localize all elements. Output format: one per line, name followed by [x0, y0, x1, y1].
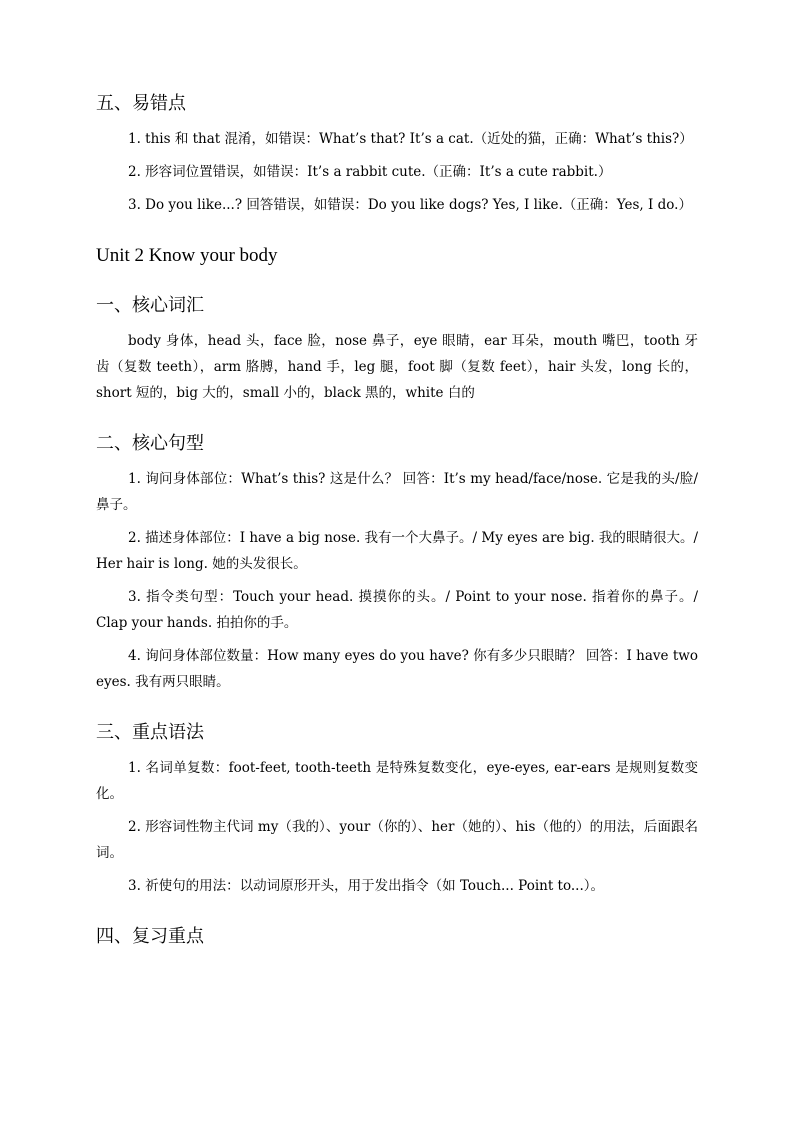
section-heading-mistakes: 五、易错点 [96, 93, 186, 114]
sentence-item-3: 3. 指令类句型：Touch your head. 摸摸你的头。/ Point to your nose. 指着你的鼻子。/ Clap your hands. 拍拍你的手。 [96, 589, 698, 631]
section-heading-vocabulary: 一、核心词汇 [96, 295, 204, 316]
mistake-item-3: 3. Do you like...? 回答错误，如错误：Do you like dogs? Yes, I like.（正确：Yes, I do.） [128, 197, 692, 213]
section-heading-sentences: 二、核心句型 [96, 433, 204, 454]
section-heading-review: 四、复习重点 [96, 926, 204, 947]
section-heading-grammar: 三、重点语法 [96, 722, 204, 743]
document-page [96, 92, 698, 949]
sentence-item-4: 4. 询问身体部位数量：How many eyes do you have? 你有多少只眼睛？ 回答：I have two eyes. 我有两只眼睛。 [96, 648, 698, 690]
grammar-item-1: 1. 名词单复数：foot-feet, tooth-teeth 是特殊复数变化，eye-eyes, ear-ears 是规则复数变化。 [96, 760, 698, 802]
grammar-item-2: 2. 形容词性物主代词 my（我的）、your（你的）、her（她的）、his（他的）的用法，后面跟名词。 [96, 819, 698, 861]
sentence-item-2: 2. 描述身体部位：I have a big nose. 我有一个大鼻子。/ My eyes are big. 我的眼睛很大。/ Her hair is long. 她的头发很长。 [96, 530, 698, 572]
sentence-item-1: 1. 询问身体部位：What’s this? 这是什么？ 回答：It’s my head/face/nose. 它是我的头/脸/鼻子。 [96, 471, 698, 513]
mistake-item-1: 1. this 和 that 混淆，如错误：What’s that? It’s a cat.（近处的猫，正确：What’s this?） [128, 131, 693, 147]
mistake-item-2: 2. 形容词位置错误，如错误：It’s a rabbit cute.（正确：It’s a cute rabbit.） [128, 164, 612, 180]
vocabulary-list: body 身体，head 头，face 脸，nose 鼻子，eye 眼睛，ear 耳朵，mouth 嘴巴，tooth 牙齿（复数 teeth），arm 胳膊，hand 手，leg 腿，foot 脚（复数 feet），hair 头发，long 长的，short 短的，big 大的，small 小的，black 黑的，white 白的 [96, 333, 698, 401]
unit-title: Unit 2 Know your body [96, 245, 278, 266]
grammar-item-3: 3. 祈使句的用法：以动词原形开头，用于发出指令（如 Touch... Point to...）。 [128, 878, 604, 894]
